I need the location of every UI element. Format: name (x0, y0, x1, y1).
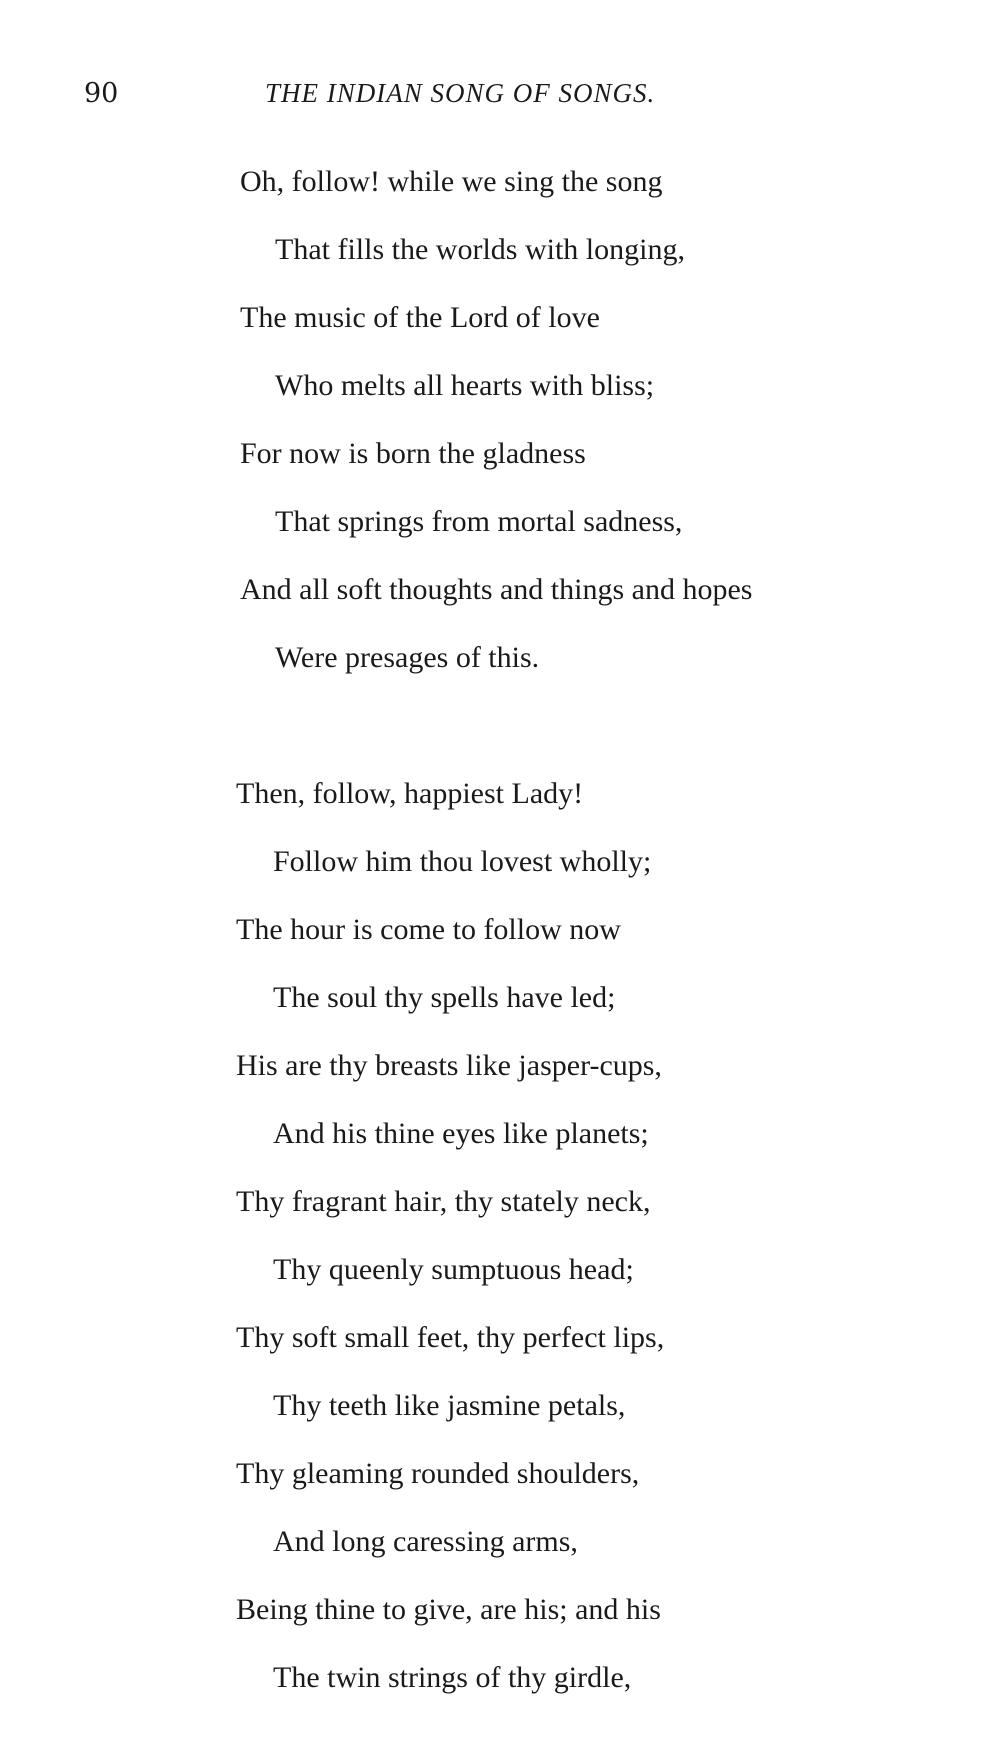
running-title: THE INDIAN SONG OF SONGS. (265, 78, 656, 108)
poem-line: Being thine to give, are his; and his (236, 1593, 661, 1626)
poem-line: The soul thy spells have led; (273, 981, 616, 1014)
poem-line: The hour is come to follow now (236, 913, 621, 946)
poem-line: The music of the Lord of love (240, 301, 600, 334)
poem-line: That fills the worlds with longing, (275, 233, 685, 266)
poem-line: That springs from mortal sadness, (275, 505, 683, 538)
poem-line: Thy queenly sumptuous head; (273, 1253, 634, 1286)
poem-line: And all soft thoughts and things and hopes (240, 573, 753, 606)
poem-line: Thy soft small feet, thy perfect lips, (236, 1321, 665, 1354)
poem-line: Oh, follow! while we sing the song (240, 165, 663, 198)
poem-line: And his thine eyes like planets; (273, 1117, 649, 1150)
poem-line: Thy fragrant hair, thy stately neck, (236, 1185, 651, 1218)
poem-line: His are thy breasts like jasper-cups, (236, 1049, 662, 1082)
poem-line: Thy gleaming rounded shoulders, (236, 1457, 640, 1490)
poem-line: For now is born the gladness (240, 437, 586, 470)
poem-line: Follow him thou lovest wholly; (273, 845, 652, 878)
poem-line: And long caressing arms, (273, 1525, 578, 1558)
page-number: 90 (84, 78, 119, 109)
poem-line: Were presages of this. (275, 641, 540, 674)
poem-line: Thy teeth like jasmine petals, (273, 1389, 626, 1422)
poem-line: Who melts all hearts with bliss; (275, 369, 655, 402)
poem-line: Then, follow, happiest Lady! (236, 777, 584, 810)
poem-line: The twin strings of thy girdle, (273, 1661, 632, 1694)
